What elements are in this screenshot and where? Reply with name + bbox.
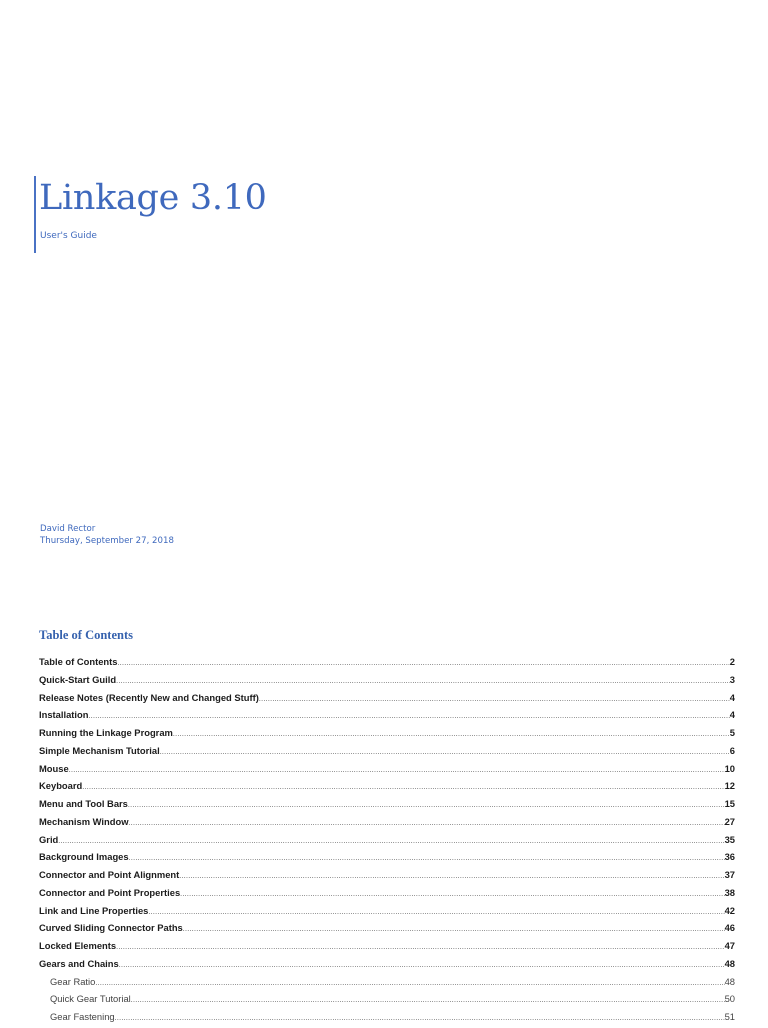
toc-entry-label: Gear Fastening xyxy=(50,1011,115,1022)
toc-entry[interactable] xyxy=(39,653,735,671)
toc-entry-label: Menu and Tool Bars xyxy=(39,798,128,809)
toc-heading: Table of Contents xyxy=(39,628,133,642)
toc-entry-label: Running the Linkage Program xyxy=(39,727,173,738)
document-title: Linkage 3.10 xyxy=(39,178,267,218)
toc-entry-label: Connector and Point Properties xyxy=(39,886,181,898)
toc-entry[interactable] xyxy=(39,671,735,689)
toc-entry-page: 3 xyxy=(729,673,735,685)
toc-dot-leader xyxy=(58,833,724,851)
toc-entry[interactable] xyxy=(39,724,735,742)
toc-entry-page: 12 xyxy=(724,780,735,792)
toc-dot-leader xyxy=(183,921,725,939)
toc-entry[interactable] xyxy=(39,937,735,955)
toc-entry[interactable] xyxy=(39,848,735,866)
toc-entry-label: Table of Contents xyxy=(39,656,118,667)
toc-dot-leader xyxy=(131,992,725,1010)
toc-entry-page: 48 xyxy=(724,975,735,987)
toc-dot-leader xyxy=(69,762,725,780)
toc-entry-page: 37 xyxy=(724,869,735,880)
toc-entry-page: 10 xyxy=(724,762,735,774)
toc-dot-leader xyxy=(160,744,730,762)
toc-entry[interactable] xyxy=(39,1008,735,1026)
toc-entry-page: 4 xyxy=(729,709,735,721)
toc-dot-leader xyxy=(117,655,729,673)
toc-dot-leader xyxy=(95,975,724,993)
toc-dot-leader xyxy=(128,797,725,815)
toc-entry[interactable] xyxy=(39,795,735,813)
toc-entry[interactable] xyxy=(39,866,735,884)
toc-entry-page: 51 xyxy=(724,1011,735,1022)
toc-entry-page: 42 xyxy=(724,904,735,916)
toc-entry[interactable] xyxy=(39,973,735,991)
toc-dot-leader xyxy=(129,850,725,868)
toc-entry[interactable] xyxy=(39,706,735,724)
toc-entry-page: 36 xyxy=(724,851,735,863)
toc-entry-page: 48 xyxy=(724,957,735,969)
table-of-contents xyxy=(39,653,735,1026)
toc-entry-page: 15 xyxy=(724,798,735,809)
toc-entry-label: Quick Gear Tutorial xyxy=(50,993,131,1005)
toc-dot-leader xyxy=(129,815,725,833)
author-name: David Rector xyxy=(40,524,96,534)
toc-entry[interactable] xyxy=(39,884,735,902)
toc-entry[interactable] xyxy=(39,831,735,849)
toc-entry-page: 27 xyxy=(724,815,735,827)
toc-entry-label: Release Notes (Recently New and Changed Stuff) xyxy=(39,691,259,703)
toc-entry-label: Link and Line Properties xyxy=(39,904,149,916)
toc-entry-label: Simple Mechanism Tutorial xyxy=(39,744,160,756)
toc-entry-label: Background Images xyxy=(39,851,129,863)
document-subtitle: User's Guide xyxy=(40,231,97,241)
toc-entry-label: Gears and Chains xyxy=(39,957,119,969)
toc-dot-leader xyxy=(173,726,730,744)
toc-entry[interactable] xyxy=(39,955,735,973)
toc-dot-leader xyxy=(116,939,724,957)
toc-entry-page: 5 xyxy=(729,727,735,738)
toc-entry-label: Mouse xyxy=(39,762,69,774)
toc-dot-leader xyxy=(180,886,724,904)
toc-entry[interactable] xyxy=(39,902,735,920)
toc-entry-label: Quick-Start Guild xyxy=(39,673,117,685)
toc-entry[interactable] xyxy=(39,760,735,778)
toc-entry[interactable] xyxy=(39,813,735,831)
toc-entry-page: 4 xyxy=(729,691,735,703)
toc-entry[interactable] xyxy=(39,777,735,795)
toc-entry-page: 2 xyxy=(729,656,735,667)
author-block xyxy=(40,523,174,547)
toc-dot-leader xyxy=(82,779,724,797)
toc-entry-label: Connector and Point Alignment xyxy=(39,869,180,880)
toc-entry-page: 35 xyxy=(724,833,735,845)
toc-entry-label: Mechanism Window xyxy=(39,815,129,827)
toc-dot-leader xyxy=(259,691,730,709)
toc-entry-label: Keyboard xyxy=(39,780,83,792)
toc-entry-page: 47 xyxy=(724,940,735,951)
toc-entry-label: Grid xyxy=(39,833,59,845)
toc-dot-leader xyxy=(88,708,729,726)
toc-entry-label: Locked Elements xyxy=(39,940,117,951)
toc-dot-leader xyxy=(119,957,725,975)
toc-entry-page: 38 xyxy=(724,886,735,898)
toc-entry-label: Installation xyxy=(39,709,89,721)
toc-entry-label: Gear Ratio xyxy=(50,975,96,987)
toc-entry-page: 46 xyxy=(724,922,735,934)
document-date: Thursday, September 27, 2018 xyxy=(40,536,174,546)
toc-entry-label: Curved Sliding Connector Paths xyxy=(39,922,183,934)
toc-entry[interactable] xyxy=(39,742,735,760)
toc-entry-page: 50 xyxy=(724,993,735,1005)
title-accent-rule xyxy=(34,176,36,253)
toc-dot-leader xyxy=(148,904,724,922)
toc-entry[interactable] xyxy=(39,919,735,937)
toc-entry-page: 6 xyxy=(729,744,735,756)
toc-entry[interactable] xyxy=(39,689,735,707)
toc-entry[interactable] xyxy=(39,990,735,1008)
toc-dot-leader xyxy=(115,1010,725,1028)
toc-dot-leader xyxy=(179,868,724,886)
